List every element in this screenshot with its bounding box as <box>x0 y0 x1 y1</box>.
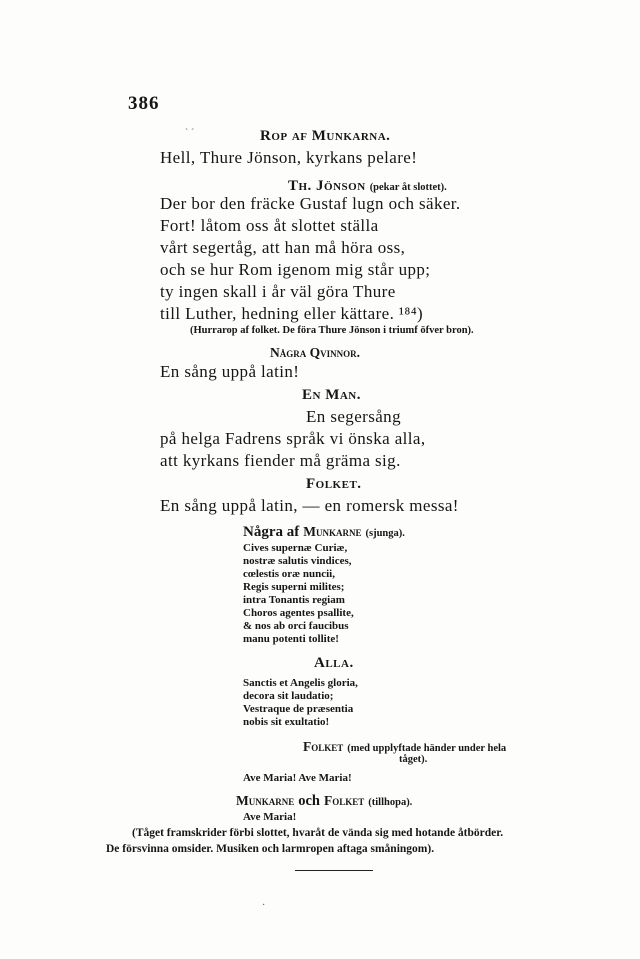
stage-direction: De försvinna omsider. Musiken och larmropen aftaga småningom). <box>106 843 435 855</box>
latin-line: manu potenti tollite! <box>243 633 339 645</box>
verse-line: att kyrkans fiender må gräma sig. <box>160 451 401 470</box>
print-speck: ˋ ˊ <box>185 128 195 139</box>
verse-line: till Luther, hedning eller kättare. ¹⁸⁴) <box>160 304 424 323</box>
verse-line: Hell, Thure Jönson, kyrkans pelare! <box>160 148 418 167</box>
speaker-heading <box>243 523 405 541</box>
stage-note: (sjunga). <box>365 528 405 539</box>
stage-note: (tillhopa). <box>368 797 413 808</box>
verse-line: En segersång <box>306 407 401 426</box>
latin-line: decora sit laudatio; <box>243 690 334 702</box>
speaker-heading: Rop af Munkarna. <box>260 128 391 144</box>
section-rule <box>295 870 373 871</box>
speaker-heading: Några Qvinnor. <box>270 345 360 360</box>
speaker-heading <box>236 792 412 810</box>
latin-line: Ave Maria! Ave Maria! <box>243 772 352 784</box>
verse-line: och se hur Rom igenom mig står upp; <box>160 260 431 279</box>
verse-line: En sång uppå latin! <box>160 362 300 381</box>
stage-direction: (Tåget framskrider förbi slottet, hvaråt de vända sig med hotande åtbörder. <box>132 827 504 839</box>
speaker-heading: Alla. <box>314 655 354 671</box>
speaker-joiner: och <box>298 793 320 809</box>
verse-line: vårt segertåg, att han må höra oss, <box>160 238 406 257</box>
stage-note: (pekar åt slottet). <box>369 182 447 193</box>
verse-line: ty ingen skall i år väl göra Thure <box>160 282 396 301</box>
stage-direction: (Hurrarop af folket. De föra Thure Jönson i triumf öfver bron). <box>190 325 474 336</box>
latin-line: nostræ salutis vindices, <box>243 555 352 567</box>
speaker-name: Th. Jönson <box>288 178 366 194</box>
stage-note-continued: tåget). <box>399 754 428 765</box>
speaker-heading: Folket. <box>306 476 362 492</box>
latin-line: Choros agentes psallite, <box>243 607 354 619</box>
stage-note: (med upplyftade händer under hela <box>347 743 507 754</box>
latin-line: Cives supernæ Curiæ, <box>243 542 348 554</box>
speaker-name: Folket <box>303 739 344 754</box>
speaker-heading: En Man. <box>302 387 361 403</box>
latin-line: Sanctis et Angelis gloria, <box>243 677 358 689</box>
latin-line: cœlestis oræ nuncii, <box>243 568 335 580</box>
verse-line: Der bor den fräcke Gustaf lugn och säker. <box>160 194 461 213</box>
latin-line: & nos ab orci faucibus <box>243 620 349 632</box>
verse-line: En sång uppå latin, — en romersk messa! <box>160 496 459 515</box>
speaker-prefix: Några af <box>243 524 300 540</box>
latin-line: Vestraque de præsentia <box>243 703 354 715</box>
latin-line: nobis sit exultatio! <box>243 716 330 728</box>
verse-line: på helga Fadrens språk vi önska alla, <box>160 429 426 448</box>
speaker-name: Munkarne <box>303 524 362 539</box>
page-number: 386 <box>128 93 160 114</box>
verse-line: Fort! låtom oss åt slottet ställa <box>160 216 379 235</box>
speaker-name: Munkarne <box>236 793 295 808</box>
latin-line: Ave Maria! <box>243 811 297 823</box>
speaker-heading <box>288 177 447 195</box>
speaker-name-2: Folket <box>324 793 365 808</box>
print-speck: · <box>262 900 266 911</box>
latin-line: Regis superni milites; <box>243 581 345 593</box>
latin-line: intra Tonantis regiam <box>243 594 345 606</box>
